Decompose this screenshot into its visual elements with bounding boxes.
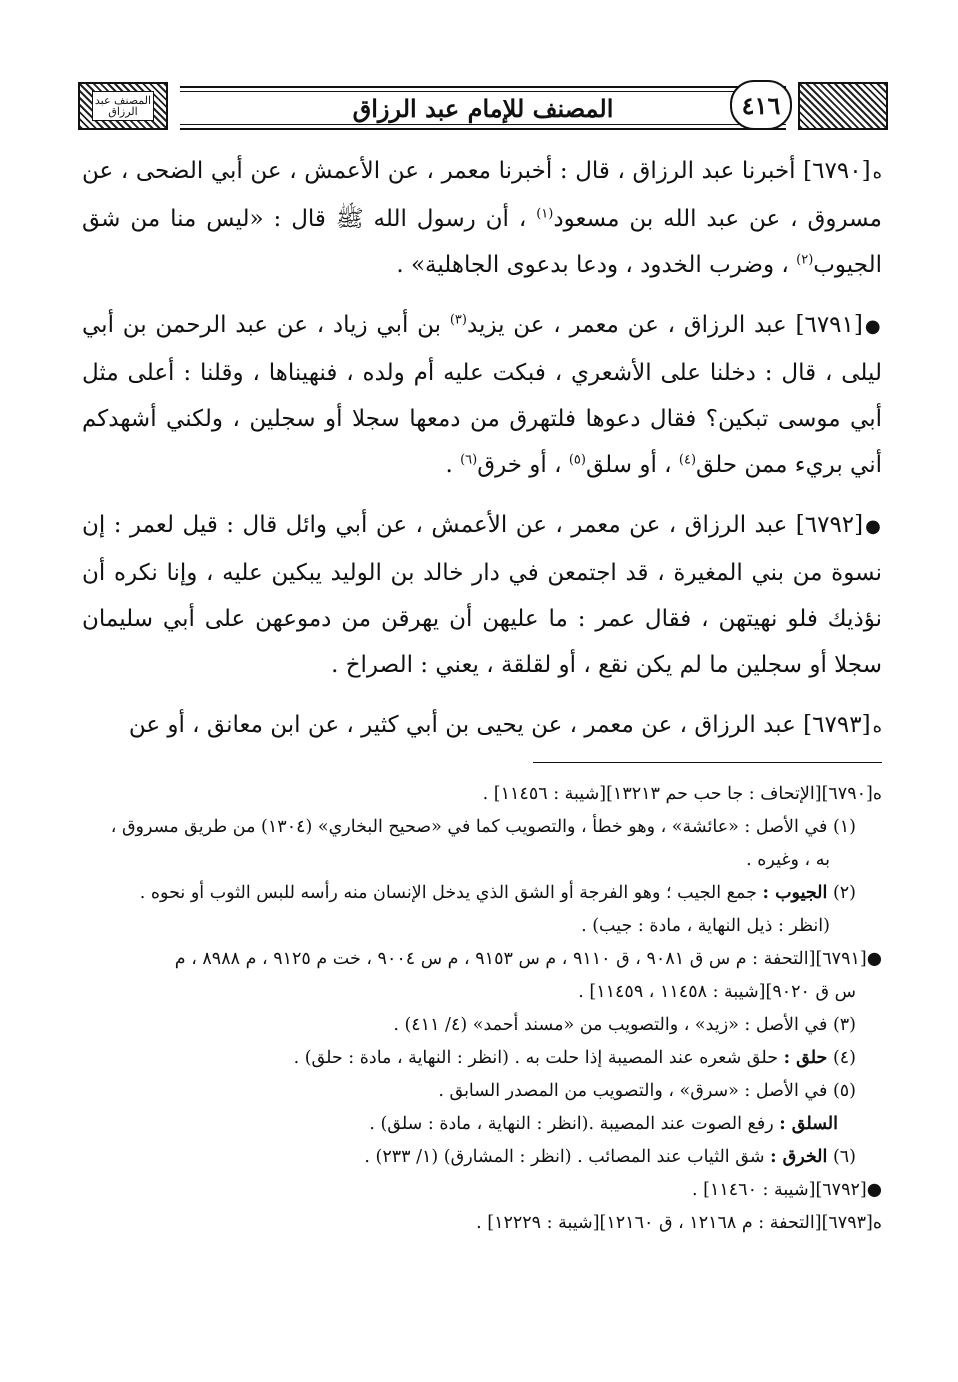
entry-marker: ●	[865, 516, 882, 537]
footnote-ref: (٥)	[568, 452, 586, 468]
footnote-text: في الأصل : «سرق» ، والتصويب من المصدر السابق .	[438, 1081, 828, 1101]
footnote-lead: (٤)	[832, 1048, 856, 1068]
footnote-lead: (٥)	[832, 1081, 856, 1101]
footnote	[82, 778, 882, 811]
footnote	[82, 811, 882, 877]
footnote-text: جمع الجيب ؛ وهو الفرجة أو الشق الذي يدخل الإنسان منه رأسه للبس الثوب أو نحوه .	[139, 883, 757, 903]
header-ornament-right	[798, 82, 888, 130]
footnote	[82, 1207, 882, 1240]
footnote-text: [الإتحاف : جا حب حم ١٣٢١٣][شيبة : ١١٤٥٦] .	[482, 784, 822, 804]
footnote	[82, 1108, 882, 1141]
hadith-entry-6790	[82, 148, 882, 288]
hadith-text: عبد الرزاق ، عن معمر ، عن يحيى بن أبي كثير ، عن ابن معانق ، أو عن	[128, 712, 796, 738]
footnote	[82, 1042, 882, 1075]
footnotes	[82, 778, 882, 1240]
main-text	[82, 148, 882, 764]
footnote-text: شق الثياب عند المصائب . (انظر : المشارق) (١/ ٢٣٣) .	[364, 1147, 765, 1167]
footnote-continuation: س ق ٩٠٢٠][شيبة : ١١٤٥٨ ، ١١٤٥٩] .	[578, 982, 856, 1002]
footnote-term: السلق :	[779, 1114, 838, 1134]
entry-marker: ه	[872, 162, 882, 183]
footnote-text: رفع الصوت عند المصيبة .(انظر : النهاية ، مادة : سلق) .	[369, 1114, 774, 1134]
page-number: ٤١٦	[730, 80, 792, 130]
footnote-lead: (١)	[832, 817, 856, 837]
footnote-text: في الأصل : «زيد» ، والتصويب من «مسند أحمد» (٤/ ٤١١) .	[393, 1015, 828, 1035]
footnote-ref: (٤)	[678, 452, 697, 468]
footnote-ref: (٦)	[460, 452, 478, 468]
footnote	[82, 877, 882, 943]
title-band	[180, 86, 786, 130]
header-ornament-left	[78, 82, 168, 130]
entry-marker: ه	[872, 716, 882, 737]
footnote-ref: (٢)	[796, 252, 814, 268]
footnote-term: الخرق :	[770, 1147, 828, 1167]
footnote-text: في الأصل : «عائشة» ، وهو خطأ ، والتصويب كما في «صحيح البخاري» (١٣٠٤) من طريق مسروق ،	[110, 817, 828, 837]
footnote	[82, 1174, 882, 1207]
footnote-term: حلق :	[783, 1048, 828, 1068]
hadith-text: بن أبي زياد ، عن عبد الرحمن بن أبي ليلى ، قال : دخلنا على الأشعري ، فبكت عليه أم ولده ، فنهيناها ، وقلنا : أعلى مثل أبي موسى تبكين؟ فقال دعوها فلتهرق من دمعها سجلا أو سجلين ، ولكني أشهدكم أني بريء ممن حلق	[82, 312, 882, 478]
footnote-continuation: به ، وغيره .	[746, 850, 830, 870]
running-title: المصنف للإمام عبد الرزاق	[352, 93, 614, 123]
hadith-text: ، أن رسول الله ﷺ قال : «ليس منا من شق الجيوب	[82, 206, 882, 278]
footnote-lead: ه[٦٧٩٠]	[821, 784, 882, 804]
footnote-text: [شيبة : ١١٤٦٠] .	[692, 1180, 816, 1200]
footnote	[82, 1009, 882, 1042]
footnote-ref: (١)	[536, 206, 554, 222]
hadith-number: [٦٧٩٢]	[795, 512, 864, 538]
ornament-label: المصنف عبد الرزاق	[92, 91, 154, 121]
footnote-text: [التحفة : م س ق ٩٠٨١ ، ق ٩١١٠ ، م س ٩١٥٣ ، م س ٩٠٠٤ ، خت م ٩١٢٥ ، م ٨٩٨٨ ، م	[174, 949, 816, 969]
hadith-entry-6793	[82, 702, 882, 750]
footnote	[82, 1141, 882, 1174]
footnote-lead: ه[٦٧٩٣]	[821, 1213, 882, 1233]
footnote-ref: (٣)	[449, 312, 467, 328]
hadith-number: [٦٧٩١]	[795, 312, 863, 338]
hadith-text: ، أو سلق	[585, 452, 672, 478]
hadith-entry-6792	[82, 502, 882, 688]
hadith-number: [٦٧٩٣]	[803, 712, 871, 738]
hadith-text: عبد الرزاق ، عن معمر ، عن الأعمش ، عن أبي وائل قال : قيل لعمر : إن نسوة من بني المغيرة ، قد اجتمعن في دار خالد بن الوليد يبكين عليه ، وإنا نكره أن نؤذيك فلو نهيتهن ، فقال عمر : ما عليهن أن يهرقن من دموعهن على أبي سليمان سجلا أو سجلين ما لم يكن نقع ، أو لقلقة ، يعني : الصراخ .	[82, 512, 882, 678]
footnote-lead: ●[٦٧٩١]	[815, 949, 882, 969]
hadith-text: ، أو خرق	[477, 452, 562, 478]
footnote-lead: (٣)	[832, 1015, 856, 1035]
footnote-text: حلق شعره عند المصيبة إذا حلت به . (انظر : النهاية ، مادة : حلق) .	[293, 1048, 779, 1068]
hadith-number: [٦٧٩٠]	[803, 158, 871, 184]
hadith-entry-6791	[82, 302, 882, 488]
footnote-lead: (٦)	[832, 1147, 856, 1167]
footnote-continuation: (انظر : ذيل النهاية ، مادة : جيب) .	[581, 916, 830, 936]
hadith-text: عبد الرزاق ، عن معمر ، عن يزيد	[466, 312, 787, 338]
footnote	[82, 1075, 882, 1108]
footnote-term: الجيوب :	[762, 883, 828, 903]
entry-marker: ●	[864, 316, 883, 337]
footnote-lead: ●[٦٧٩٢]	[815, 1180, 882, 1200]
footnote-lead: (٢)	[832, 883, 856, 903]
hadith-text: .	[445, 452, 453, 478]
footnote-text: [التحفة : م ١٢١٦٨ ، ق ١٢١٦٠][شيبة : ١٢٢٢٩] .	[476, 1213, 822, 1233]
footnote-separator	[533, 762, 882, 763]
hadith-text: أخبرنا عبد الرزاق ، قال : أخبرنا معمر ، عن الأعمش ، عن أبي الضحى ، عن مسروق ، عن عبد الله بن مسعود	[82, 158, 882, 232]
hadith-text: ، وضرب الخدود ، ودعا بدعوى الجاهلية» .	[396, 252, 789, 278]
footnote	[82, 943, 882, 1009]
page-header	[78, 76, 888, 136]
